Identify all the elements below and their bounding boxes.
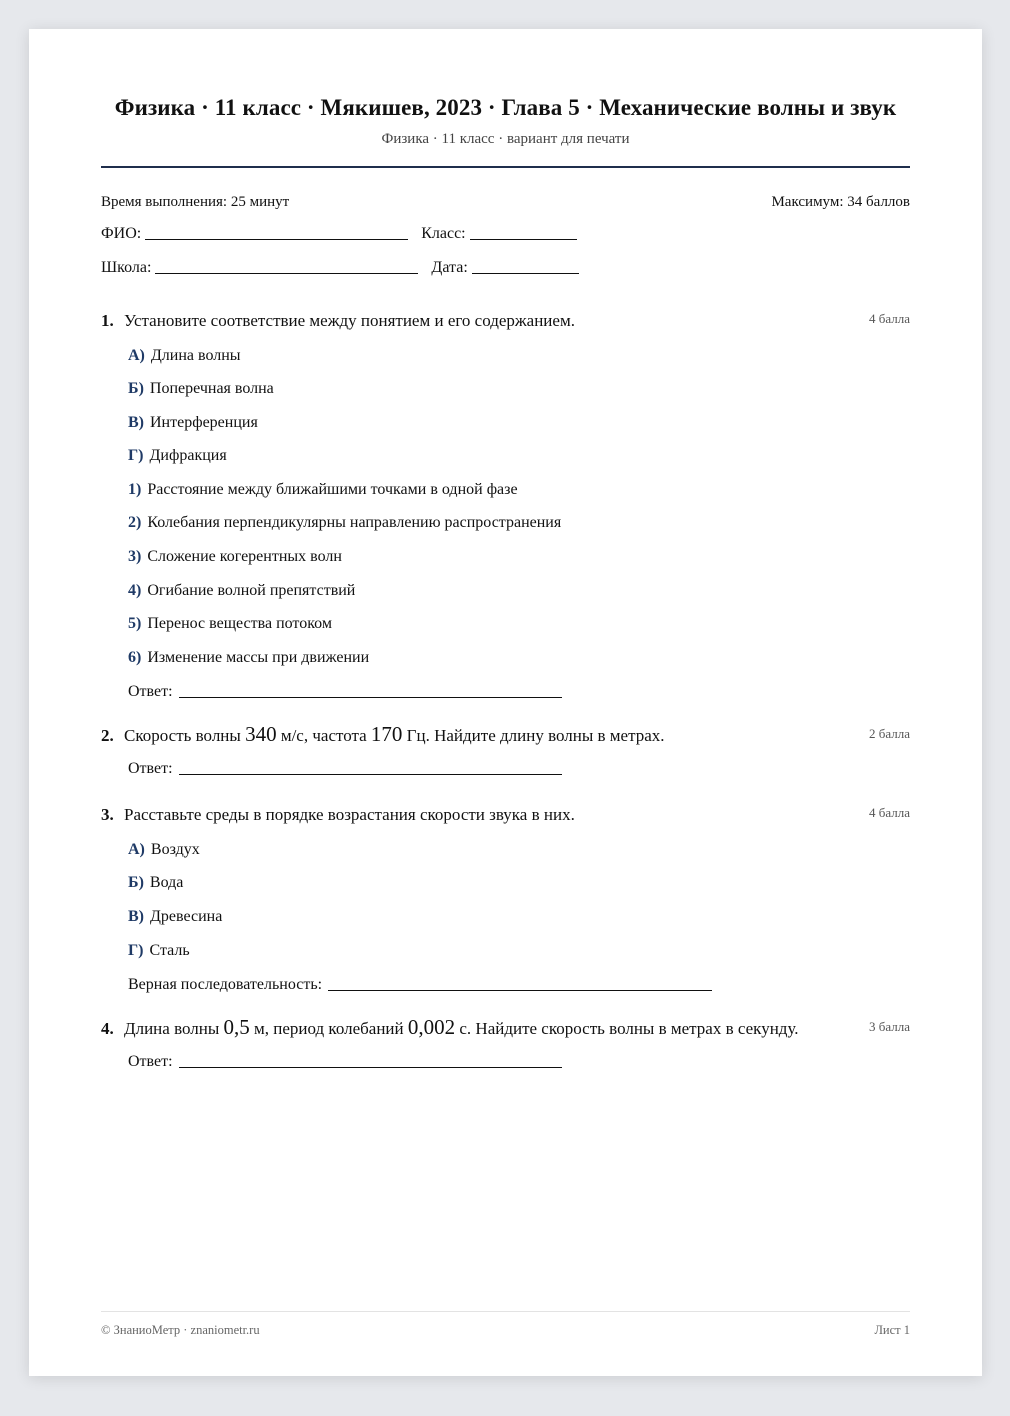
item-key: 4)	[128, 582, 142, 599]
order-item-g	[128, 942, 190, 960]
match-item-v	[128, 414, 258, 432]
match-option-3	[128, 548, 342, 566]
formula-value: 0,002	[407, 1015, 456, 1039]
class-label: Класс:	[421, 225, 466, 242]
sequence-answer-field[interactable]	[328, 989, 712, 991]
answer-row	[128, 760, 562, 778]
time-limit: Время выполнения: 25 минут	[101, 194, 290, 210]
item-text: Сложение когерентных волн	[147, 548, 342, 565]
question-text: Установите соответствие между понятием и его содержанием.	[124, 311, 575, 330]
date-label: Дата:	[431, 259, 468, 276]
formula-value: 0,5	[223, 1015, 250, 1039]
fio-field[interactable]	[145, 238, 408, 240]
sequence-answer-row	[128, 976, 712, 994]
item-text: Огибание волной препятствий	[147, 582, 356, 599]
match-item-a	[128, 347, 241, 365]
fio-class-row	[101, 225, 910, 243]
footer-sheet-number: Лист 1	[874, 1323, 910, 1337]
order-item-v	[128, 908, 222, 926]
item-key: 2)	[128, 514, 142, 531]
order-item-b	[128, 874, 183, 892]
school-field[interactable]	[155, 272, 418, 274]
match-option-5	[128, 615, 332, 633]
item-key: 3)	[128, 548, 142, 565]
item-text: Изменение массы при движении	[147, 649, 370, 666]
meta-row	[101, 194, 910, 211]
item-key: 6)	[128, 649, 142, 666]
item-key: 1)	[128, 481, 142, 498]
question-text: Расставьте среды в порядке возрастания скорости звука в них.	[124, 805, 575, 824]
item-key: В)	[128, 414, 144, 431]
answer-label: Верная последовательность:	[128, 976, 323, 993]
fio-label: ФИО:	[101, 225, 142, 242]
item-key: 5)	[128, 615, 142, 632]
item-key: А)	[128, 347, 145, 364]
question-head	[101, 805, 910, 825]
date-field[interactable]	[472, 272, 579, 274]
page-title: Физика · 11 класс · Мякишев, 2023 · Глава 5 · Механические волны и звук	[114, 95, 897, 120]
item-key: Г)	[128, 942, 144, 959]
item-text: Длина волны	[150, 347, 241, 364]
text-part: Скорость волны	[124, 726, 246, 745]
question-head	[101, 1015, 910, 1040]
item-text: Расстояние между ближайшими точками в одной фазе	[147, 481, 518, 498]
worksheet-page	[29, 29, 982, 1376]
footer-copyright: © ЗнаниоМетр · znaniometr.ru	[101, 1323, 260, 1337]
item-text: Сталь	[149, 942, 190, 959]
answer-field[interactable]	[179, 1066, 562, 1068]
item-text: Перенос вещества потоком	[147, 615, 332, 632]
class-field[interactable]	[470, 238, 577, 240]
question-text	[124, 1015, 910, 1040]
question-number: 3.	[101, 805, 114, 824]
item-key: Б)	[128, 874, 144, 891]
match-option-2	[128, 514, 561, 532]
question-number: 1.	[101, 311, 114, 330]
item-text: Интерференция	[150, 414, 258, 431]
item-key: Г)	[128, 447, 144, 464]
answer-label: Ответ:	[128, 760, 173, 777]
question-points: 3 балла	[869, 1019, 910, 1034]
school-date-row	[101, 259, 910, 277]
item-text: Дифракция	[149, 447, 227, 464]
item-text: Вода	[149, 874, 184, 891]
page-subtitle: Физика · 11 класс · вариант для печати	[381, 131, 630, 147]
order-item-a	[128, 841, 200, 859]
question-head	[101, 311, 910, 331]
question-points: 4 балла	[869, 311, 910, 326]
question-text	[124, 722, 910, 747]
answer-field[interactable]	[179, 696, 562, 698]
page-footer	[101, 1323, 910, 1338]
match-item-b	[128, 380, 274, 398]
question-points: 4 балла	[869, 805, 910, 820]
match-option-4	[128, 582, 355, 600]
question-2	[101, 722, 910, 777]
question-3	[101, 805, 910, 993]
question-points: 2 балла	[869, 726, 910, 741]
question-1	[101, 311, 910, 700]
answer-field[interactable]	[179, 773, 562, 775]
page-content	[101, 29, 910, 1376]
header-divider	[101, 166, 910, 168]
match-item-g	[128, 447, 227, 465]
text-part: м/с, частота	[276, 726, 371, 745]
item-text: Воздух	[150, 841, 200, 858]
question-number: 2.	[101, 726, 114, 745]
answer-label: Ответ:	[128, 1053, 173, 1070]
text-part: Длина волны	[124, 1019, 224, 1038]
question-4	[101, 1015, 910, 1070]
item-text: Поперечная волна	[149, 380, 274, 397]
formula-value: 170	[370, 722, 403, 746]
text-part: с. Найдите скорость волны в метрах в секунду.	[455, 1019, 799, 1038]
school-label: Школа:	[101, 259, 152, 276]
match-option-6	[128, 649, 369, 667]
footer-divider	[101, 1311, 910, 1312]
item-key: Б)	[128, 380, 144, 397]
item-text: Колебания перпендикулярны направлению распространения	[147, 514, 562, 531]
item-key: А)	[128, 841, 145, 858]
match-option-1	[128, 481, 518, 499]
text-part: м, период колебаний	[249, 1019, 408, 1038]
max-score: Максимум: 34 баллов	[771, 194, 910, 210]
answer-row	[128, 683, 562, 701]
question-number: 4.	[101, 1019, 114, 1038]
item-key: В)	[128, 908, 144, 925]
formula-value: 340	[245, 722, 277, 746]
answer-row	[128, 1053, 562, 1071]
item-text: Древесина	[150, 908, 223, 925]
question-head	[101, 722, 910, 747]
answer-label: Ответ:	[128, 683, 173, 700]
text-part: Гц. Найдите длину волны в метрах.	[402, 726, 665, 745]
